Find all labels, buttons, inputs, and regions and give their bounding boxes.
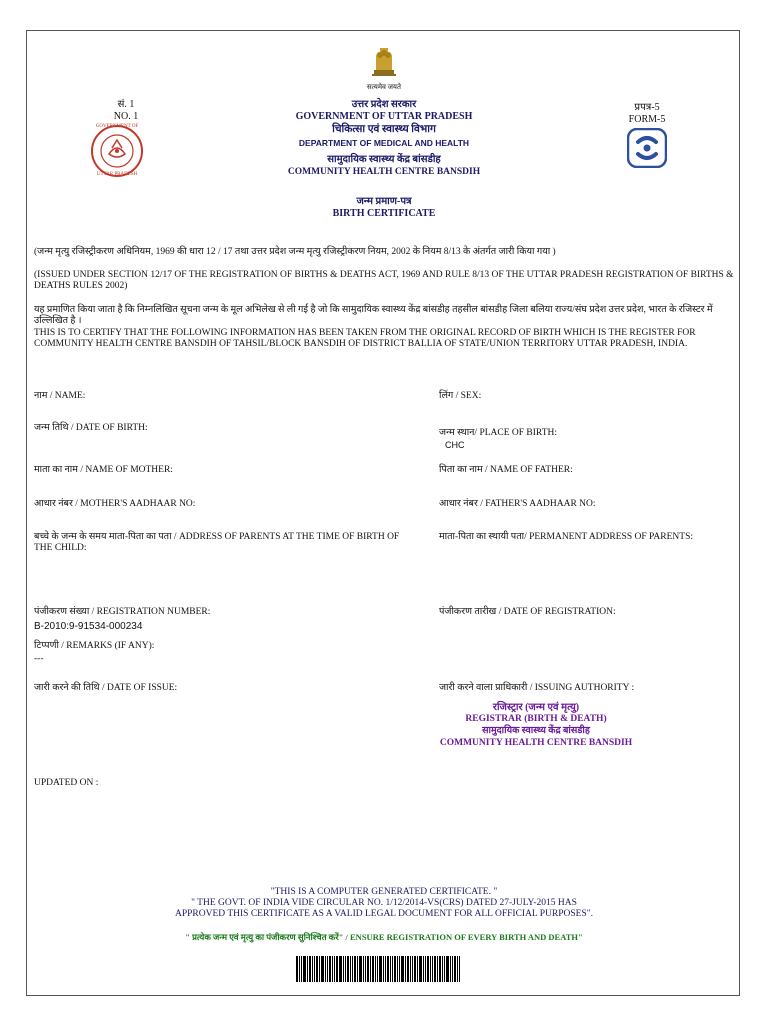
- footer-slogan: [114, 932, 654, 942]
- field-name: नाम / NAME:: [34, 391, 86, 401]
- barcode-bar: [370, 956, 371, 982]
- barcode-bar: [332, 956, 333, 982]
- authority-en1: REGISTRAR (BIRTH & DEATH): [465, 714, 607, 724]
- authority-en2: COMMUNITY HEALTH CENTRE BANSDIH: [439, 738, 633, 748]
- gov-hi: उत्तर प्रदेश सरकार: [351, 99, 417, 110]
- serial-hi: सं. 1: [117, 99, 135, 110]
- field-pob-value: CHC: [445, 440, 465, 450]
- barcode-bar: [339, 956, 342, 982]
- barcode-bar: [383, 956, 384, 982]
- barcode-bar: [439, 956, 441, 982]
- issued-under-hi: (जन्म मृत्यु रजिस्ट्रीकरण अधिनियम, 1969 की धारा 12 / 17 तथा उत्तर प्रदेश जन्म मृत्यु रजिस्ट्रीकरण नियम, 2002 के नियम 8/13 के अंतर्गत जारी किया गया ): [34, 247, 556, 257]
- slogan-sep: /: [343, 932, 351, 942]
- barcode-bar: [434, 956, 436, 982]
- field-remarks: टिप्पणी / REMARKS (IF ANY):: [34, 641, 155, 651]
- barcode-bar: [347, 956, 349, 982]
- national-emblem-icon: [368, 44, 400, 84]
- barcode-bar: [363, 956, 364, 982]
- emblem-caption: सत्यमेव जयते: [367, 83, 401, 91]
- barcode-bar: [459, 956, 460, 982]
- gov-en: GOVERNMENT OF UTTAR PRADESH: [295, 111, 473, 122]
- barcode-bar: [397, 956, 398, 982]
- seal-text-top: GOVERNMENT OF: [95, 124, 139, 129]
- barcode-bar: [319, 956, 320, 982]
- updated-on: UPDATED ON :: [34, 778, 99, 788]
- barcode-bar: [425, 956, 426, 982]
- centre-hi: सामुदायिक स्वास्थ्य केंद्र बांसडीह: [327, 154, 441, 165]
- barcode-bar: [334, 956, 335, 982]
- barcode-bar: [307, 956, 308, 982]
- certify-en: THIS IS TO CERTIFY THAT THE FOLLOWING INFORMATION HAS BEEN TAKEN FROM THE ORIGINAL RECORD OF BIRTH WHICH IS THE REGISTER FOR COMMUNITY HEALTH CENTRE BANSDIH OF TAHSIL/BLOCK BANSDIH OF DISTRICT BALLIA OF STATE/UNION TERRITORY UTTAR PRADESH, INDIA.: [34, 328, 696, 349]
- barcode-bar: [450, 956, 451, 982]
- barcode-bar: [401, 956, 404, 982]
- slogan-hi: " प्रत्येक जन्म एवं मृत्यु का पंजीकरण सुनिश्चित करें": [185, 932, 344, 942]
- authority-hi1: रजिस्ट्रार (जन्म एवं मृत्यु): [492, 702, 580, 713]
- barcode-bar: [410, 956, 411, 982]
- barcode-bar: [405, 956, 406, 982]
- barcode-bar: [352, 956, 353, 982]
- field-reg-no-value: B-2010:9-91534-000234: [34, 621, 143, 632]
- barcode-bar: [423, 956, 424, 982]
- serial-en: NO. 1: [113, 111, 139, 122]
- barcode-bar: [367, 956, 369, 982]
- dept-en: DEPARTMENT OF MEDICAL AND HEALTH: [298, 138, 470, 148]
- authority-hi2: सामुदायिक स्वास्थ्य केंद्र बांसडीह: [482, 726, 590, 736]
- barcode-bar: [394, 956, 396, 982]
- barcode-bar: [432, 956, 433, 982]
- form-en: FORM-5: [628, 114, 666, 125]
- barcode-bar: [303, 956, 306, 982]
- barcode-bar: [354, 956, 356, 982]
- barcode-bar: [392, 956, 393, 982]
- barcode-bar: [296, 956, 298, 982]
- barcode-bar: [299, 956, 300, 982]
- centre-en: COMMUNITY HEALTH CENTRE BANSDIH: [287, 167, 481, 177]
- footer-line3: APPROVED THIS CERTIFICATE AS A VALID LEGAL DOCUMENT FOR ALL OFFICIAL PURPOSES".: [174, 909, 594, 919]
- barcode: [296, 956, 474, 982]
- field-remarks-value: ---: [34, 654, 44, 664]
- barcode-bar: [329, 956, 331, 982]
- barcode-bar: [412, 956, 413, 982]
- field-father-aadhaar: आधार नंबर / FATHER'S AADHAAR NO:: [439, 499, 596, 509]
- barcode-bar: [452, 956, 453, 982]
- barcode-bar: [336, 956, 338, 982]
- barcode-bar: [407, 956, 409, 982]
- field-issue-date: जारी करने की तिथि / DATE OF ISSUE:: [34, 683, 178, 693]
- barcode-bar: [379, 956, 382, 982]
- field-pob: जन्म स्थान/ PLACE OF BIRTH:: [439, 428, 557, 438]
- field-father: पिता का नाम / NAME OF FATHER:: [439, 465, 573, 475]
- barcode-bar: [312, 956, 313, 982]
- barcode-bar: [321, 956, 324, 982]
- barcode-bar: [414, 956, 416, 982]
- barcode-bar: [387, 956, 389, 982]
- barcode-bar: [417, 956, 418, 982]
- barcode-bar: [309, 956, 311, 982]
- registration-logo-icon: [627, 128, 667, 168]
- barcode-bar: [437, 956, 438, 982]
- field-address-birth: बच्चे के जन्म के समय माता-पिता का पता / ADDRESS OF PARENTS AT THE TIME OF BIRTH OF THE CHILD:: [34, 532, 400, 553]
- up-government-seal-icon: [90, 124, 144, 178]
- field-address-perm: माता-पिता का स्थायी पता/ PERMANENT ADDRESS OF PARENTS:: [439, 532, 694, 542]
- barcode-bar: [444, 956, 445, 982]
- slogan-en: ENSURE REGISTRATION OF EVERY BIRTH AND DEATH": [350, 932, 583, 942]
- field-sex: लिंग / SEX:: [439, 391, 482, 401]
- barcode-bar: [325, 956, 326, 982]
- barcode-bar: [327, 956, 328, 982]
- barcode-bar: [345, 956, 346, 982]
- seal-text-bottom: UTTAR PRADESH: [96, 172, 138, 177]
- barcode-bar: [385, 956, 386, 982]
- barcode-bar: [359, 956, 362, 982]
- field-mother: माता का नाम / NAME OF MOTHER:: [34, 465, 173, 475]
- field-reg-no: पंजीकरण संख्या / REGISTRATION NUMBER:: [34, 607, 211, 617]
- barcode-bar: [314, 956, 315, 982]
- barcode-bar: [419, 956, 422, 982]
- barcode-bar: [350, 956, 351, 982]
- barcode-bar: [430, 956, 431, 982]
- cert-title-en: BIRTH CERTIFICATE: [332, 208, 436, 219]
- barcode-bar: [301, 956, 302, 982]
- form-hi: प्रपत्र-5: [634, 102, 660, 113]
- issued-under-en: (ISSUED UNDER SECTION 12/17 OF THE REGISTRATION OF BIRTHS & DEATHS ACT, 1969 AND RULE 8/13 OF THE UTTAR PRADESH REGISTRATION OF BIRTHS & DEATHS RULES 2002): [34, 270, 734, 291]
- footer-line1: "THIS IS A COMPUTER GENERATED CERTIFICATE. ": [270, 887, 498, 897]
- barcode-bar: [457, 956, 458, 982]
- field-mother-aadhaar: आधार नंबर / MOTHER'S AADHAAR NO:: [34, 499, 196, 509]
- barcode-bar: [399, 956, 400, 982]
- cert-title-hi: जन्म प्रमाण-पत्र: [356, 196, 412, 207]
- barcode-bar: [316, 956, 318, 982]
- barcode-bar: [446, 956, 449, 982]
- barcode-bar: [377, 956, 378, 982]
- certify-hi: यह प्रमाणित किया जाता है कि निम्नलिखित सूचना जन्म के मूल अभिलेख से ली गई है जो कि सामुदायिक स्वास्थ्य केंद्र बांसडीह तहसील बांसडीह जिला बलिया राज्य/संघ प्रदेश उत्तर प्रदेश, भारत के रजिस्टर में उल्लिखित है ।: [34, 305, 713, 326]
- field-reg-date: पंजीकरण तारीख / DATE OF REGISTRATION:: [439, 607, 616, 617]
- barcode-bar: [390, 956, 391, 982]
- barcode-bar: [365, 956, 366, 982]
- field-dob: जन्म तिथि / DATE OF BIRTH:: [34, 423, 148, 433]
- barcode-bar: [442, 956, 443, 982]
- barcode-bar: [357, 956, 358, 982]
- dept-hi: चिकित्सा एवं स्वास्थ्य विभाग: [332, 124, 436, 135]
- barcode-bar: [375, 956, 376, 982]
- field-authority: जारी करने वाला प्राधिकारी / ISSUING AUTHORITY :: [439, 683, 635, 693]
- barcode-bar: [454, 956, 456, 982]
- barcode-bar: [427, 956, 429, 982]
- barcode-bar: [372, 956, 374, 982]
- barcode-bar: [343, 956, 344, 982]
- footer-line2: " THE GOVT. OF INDIA VIDE CIRCULAR NO. 1/12/2014-VS(CRS) DATED 27-JULY-2015 HAS: [191, 898, 577, 908]
